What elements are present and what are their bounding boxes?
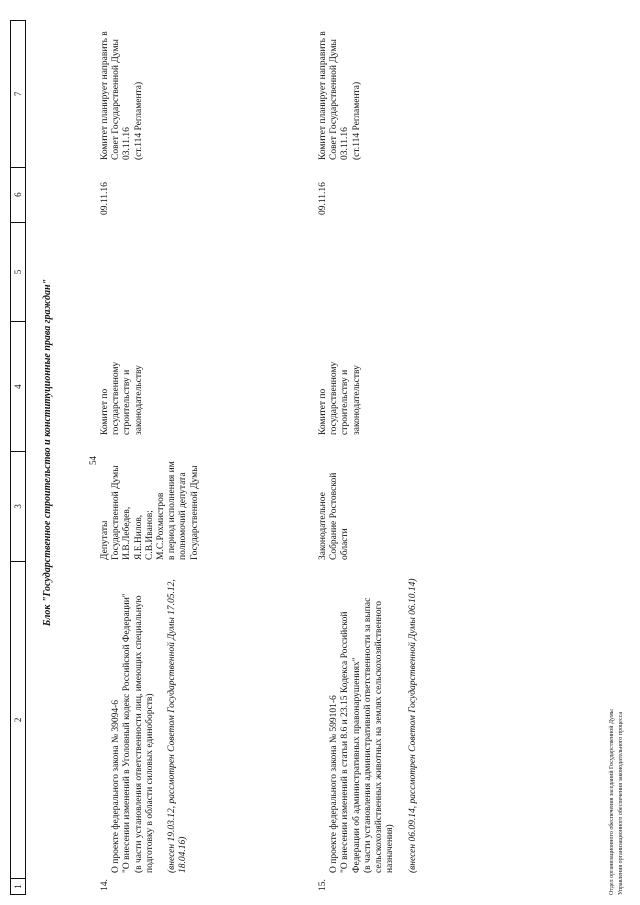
planned-date: 09.11.16 xyxy=(318,182,328,215)
page-number: 54 xyxy=(88,456,98,465)
committee-action: Комитет планирует направить в Совет Государственной Думы 03.11.16 (ст.114 Регламента) xyxy=(100,31,144,160)
bill-initiator: Законодательное Собрание Ростовской области xyxy=(318,472,351,560)
planned-date: 09.11.16 xyxy=(100,182,110,215)
footer-line: Отдел организационного обеспечения заседаний Государственной Думы xyxy=(609,709,615,895)
block-title: Блок "Государственное строительство и конституционные права граждан" xyxy=(42,278,53,627)
column-number: 5 xyxy=(11,222,25,322)
bill-title: О проекте федерального закона № 39094-6 "О внесении изменений в Уголовный кодекс Российской Федерации" (в части установления ответственности лиц, имеющих специальную подготовку в области силовых единоборств) xyxy=(111,593,155,873)
committee-action: Комитет планирует направить в Совет Государственной Думы 03.11.16 (ст.114 Регламента) xyxy=(318,31,362,160)
bill-note: (внесен 19.03.12, рассмотрен Советом Государственной Думы 17.05.12, 18.04.16) xyxy=(167,579,189,873)
bill-description xyxy=(100,573,190,873)
responsible-committee: Комитет по государственному строительству и законодательству xyxy=(100,361,144,435)
row-number: 15. xyxy=(318,879,328,891)
bill-initiator: Депутаты Государственной Думы И.В.Лебедев, Я.Е.Нилов, С.В.Иванов; М.С.Рохмистров в период исполнения им полномочий депутата Государственной Думы xyxy=(100,461,200,560)
column-number: 7 xyxy=(13,91,23,97)
footer-line: Управления организационного обеспечения законодательного процесса xyxy=(618,711,624,895)
row-number: 14. xyxy=(100,879,110,891)
column-number: 3 xyxy=(11,451,25,561)
column-number: 2 xyxy=(11,561,25,878)
column-number: 1 xyxy=(11,878,25,894)
bill-title: О проекте федерального закона № 599101-6 "О внесении изменений в статьи 8.6 и 23.15 Кодекса Российской Федерации об административных правонарушениях" (в части установления административной ответственности за выпас сельскохозяйственных животных на землях сельскохозяйственного назначения) xyxy=(329,597,396,873)
column-number: 6 xyxy=(11,167,25,222)
column-number-header xyxy=(10,20,26,895)
responsible-committee: Комитет по государственному строительству и законодательству xyxy=(318,361,362,435)
column-number: 4 xyxy=(11,321,25,451)
bill-note: (внесен 06.09.14, рассмотрен Советом Государственной Думы 06.10.14) xyxy=(407,578,418,873)
bill-description xyxy=(318,573,419,873)
